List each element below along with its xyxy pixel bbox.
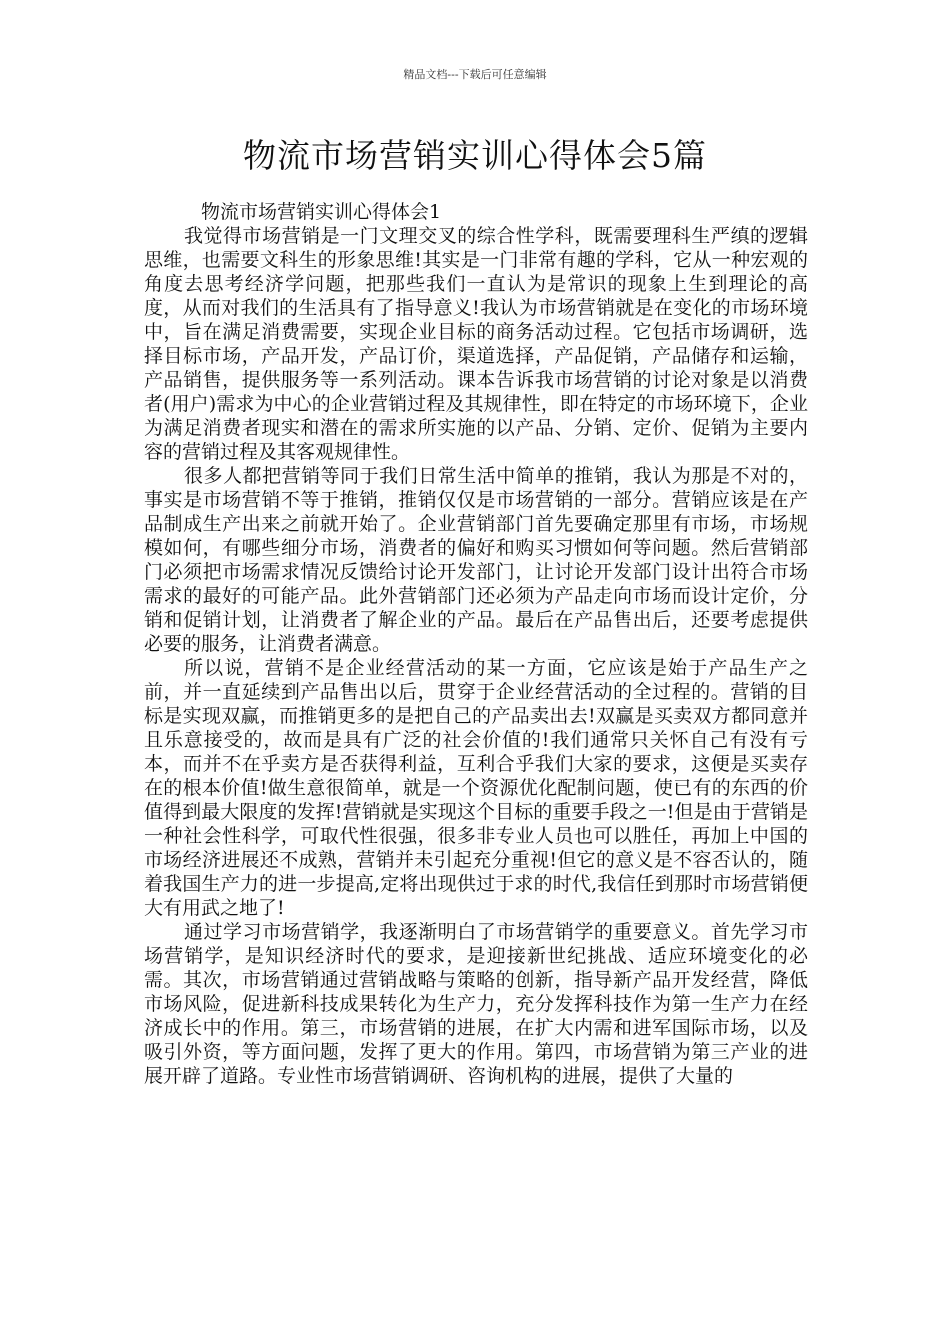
paragraph-4: 通过学习市场营销学，我逐渐明白了市场营销学的重要意义。首先学习市场营销学，是知识经济时代的要求，是迎接新世纪挑战、适应环境变化的必需。其次，市场营销通过营销战略与策略的创新，指导新产品开发经营，降低市场风险，促进新科技成果转化为生产力，充分发挥科技作为第一生产力在经济成长中的作用。第三，市场营销的进展，在扩大内需和进军国际市场，以及吸引外资，等方面问题，发挥了更大的作用。第四，市场营销为第三产业的进展开辟了道路。专业性市场营销调研、咨询机构的进展，提供了大量的: [144, 921, 808, 1087]
paragraph-3: 所以说，营销不是企业经营活动的某一方面，它应该是始于产品生产之前，并一直延续到产品售出以后，贯穿于企业经营活动的全过程的。营销的目标是实现双赢，而推销更多的是把自己的产品卖出去!双赢是买卖双方都同意并且乐意接受的，故而是具有广泛的社会价值的!我们通常只关怀自己有没有亏本，而并不在乎卖方是否获得利益，互利合乎我们大家的要求，这便是买卖存在的根本价值!做生意很简单，就是一个资源优化配制问题，使已有的东西的价值得到最大限度的发挥!营销就是实现这个目标的重要手段之一!但是由于营销是一种社会性科学，可取代性很强，很多非专业人员也可以胜任，再加上中国的市场经济进展还不成熟，营销并未引起充分重视!但它的意义是不容否认的，随着我国生产力的进一步提高,定将出现供过于求的时代,我信任到那时市场营销便大有用武之地了!: [144, 657, 808, 919]
document-body: [144, 200, 808, 1088]
section-heading: 物流市场营销实训心得体会1: [201, 201, 442, 223]
paragraph-2: 很多人都把营销等同于我们日常生活中简单的推销，我认为那是不对的，事实是市场营销不等于推销，推销仅仅是市场营销的一部分。营销应该是在产品制成生产出来之前就开始了。企业营销部门首先要确定那里有市场，市场规模如何，有哪些细分市场，消费者的偏好和购买习惯如何等问题。然后营销部门必须把市场需求情况反馈给讨论开发部门，让讨论开发部门设计出符合市场需求的最好的可能产品。此外营销部门还必须为产品走向市场而设计定价，分销和促销计划，让消费者了解企业的产品。最后在产品售出后，还要考虑提供必要的服务，让消费者满意。: [144, 465, 808, 655]
paragraph-1: 我觉得市场营销是一门文理交叉的综合性学科，既需要理科生严缜的逻辑思维，也需要文科生的形象思维!其实是一门非常有趣的学科，它从一种宏观的角度去思考经济学问题，把那些我们一直认为是常识的现象上生到理论的高度，从而对我们的生活具有了指导意义!我认为市场营销就是在变化的市场环境中，旨在满足消费需要，实现企业目标的商务活动过程。它包括市场调研，选择目标市场，产品开发，产品订价，渠道选择，产品促销，产品储存和运输，产品销售，提供服务等一系列活动。课本告诉我市场营销的讨论对象是以消费者(用户)需求为中心的企业营销过程及其规律性，即在特定的市场环境下，企业为满足消费者现实和潜在的需求所实施的以产品、分销、定价、促销为主要内容的营销过程及其客观规律性。: [144, 225, 808, 463]
page-header: 精品文档---下载后可任意编辑: [403, 68, 547, 81]
document-title: 物流市场营销实训心得体会5篇: [243, 136, 707, 175]
